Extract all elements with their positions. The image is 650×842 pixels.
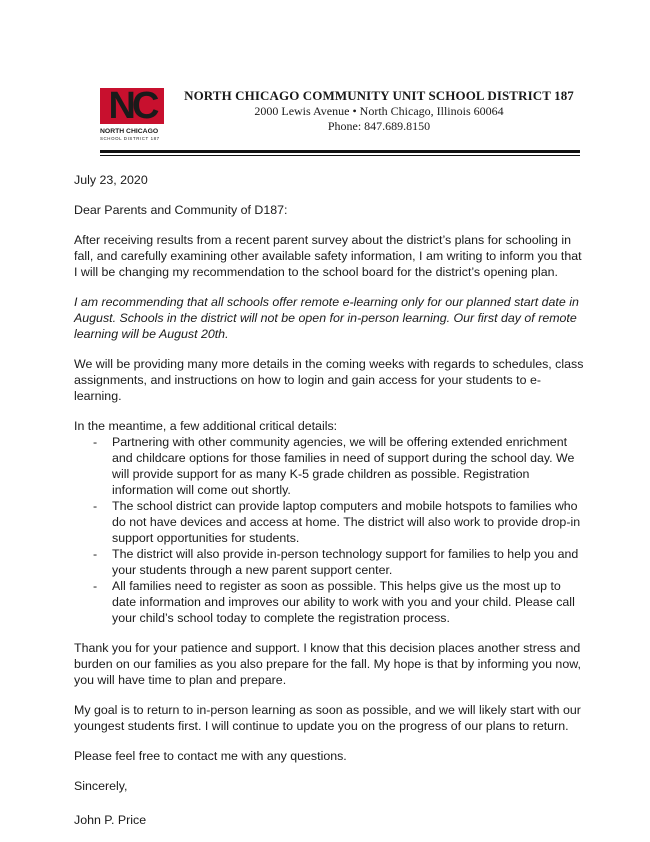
district-phone: Phone: 847.689.8150 xyxy=(327,119,431,133)
letter-body xyxy=(74,172,584,842)
paragraph-details-coming: We will be providing many more details in the coming weeks with regards to schedules, class assignments, and instructions on how to login and gain access for your students to e-learning. xyxy=(74,357,584,403)
district-address: 2000 Lewis Avenue • North Chicago, Illinois 60064 xyxy=(254,104,504,118)
bullet-dash: - xyxy=(93,499,98,513)
list-item xyxy=(74,578,584,626)
list-item-text: The school district can provide laptop computers and mobile hotspots to families who do not have devices and access at home. The district will also work to provide drop-in support opportunities for students. xyxy=(112,499,581,545)
letter-signature: John P. Price xyxy=(74,813,147,827)
header-rule-thick xyxy=(100,150,580,153)
district-header xyxy=(174,88,584,134)
header-rule-thin xyxy=(100,155,580,156)
bullet-dash: - xyxy=(93,435,98,449)
details-intro: In the meantime, a few additional critical details: xyxy=(74,419,338,433)
bullet-dash: - xyxy=(93,547,98,561)
list-item xyxy=(74,498,584,546)
letter-date: July 23, 2020 xyxy=(74,173,148,187)
list-item-text: The district will also provide in-person technology support for families to help you and your students through a new parent support center. xyxy=(112,547,579,577)
letter-closing: Sincerely, xyxy=(74,779,128,793)
paragraph-survey: After receiving results from a recent parent survey about the district’s plans for schooling in fall, and carefully examining other available safety information, I am writing to inform you that I will be changing my recommendation to the school board for the district’s opening plan. xyxy=(74,233,582,279)
district-logo xyxy=(100,88,170,150)
bullet-dash: - xyxy=(93,579,98,593)
list-item xyxy=(74,434,584,498)
logo-mark: NC xyxy=(100,88,164,124)
paragraph-contact: Please feel free to contact me with any questions. xyxy=(74,749,347,763)
list-item-text: Partnering with other community agencies, we will be offering extended enrichment and childcare options for those families in need of support during the school day. We will provide support for as many K-5 grade children as possible. Registration information will come out shortly. xyxy=(112,435,575,497)
district-name: NORTH CHICAGO COMMUNITY UNIT SCHOOL DISTRICT 187 xyxy=(184,88,574,103)
logo-subtitle: SCHOOL DISTRICT 187 xyxy=(100,136,160,141)
paragraph-thanks: Thank you for your patience and support. I know that this decision places another stress and burden on our families as you also prepare for the fall. My hope is that by informing you now, you will have time to plan and prepare. xyxy=(74,641,581,687)
paragraph-recommendation: I am recommending that all schools offer remote e-learning only for our planned start date in August. Schools in the district will not be open for in-person learning. Our first day of remote learning will be August 20th. xyxy=(74,295,579,341)
list-item-text: All families need to register as soon as possible. This helps give us the most up to date information and improves our ability to work with you and your child. Please call your child’s school today to complete the registration process. xyxy=(112,579,575,625)
details-list xyxy=(74,434,584,626)
list-item xyxy=(74,546,584,578)
paragraph-goal: My goal is to return to in-person learning as soon as possible, and we will likely start with our youngest students first. I will continue to update you on the progress of our plans to return. xyxy=(74,703,581,733)
logo-name: NORTH CHICAGO xyxy=(100,128,159,135)
letter-salutation: Dear Parents and Community of D187: xyxy=(74,203,288,217)
